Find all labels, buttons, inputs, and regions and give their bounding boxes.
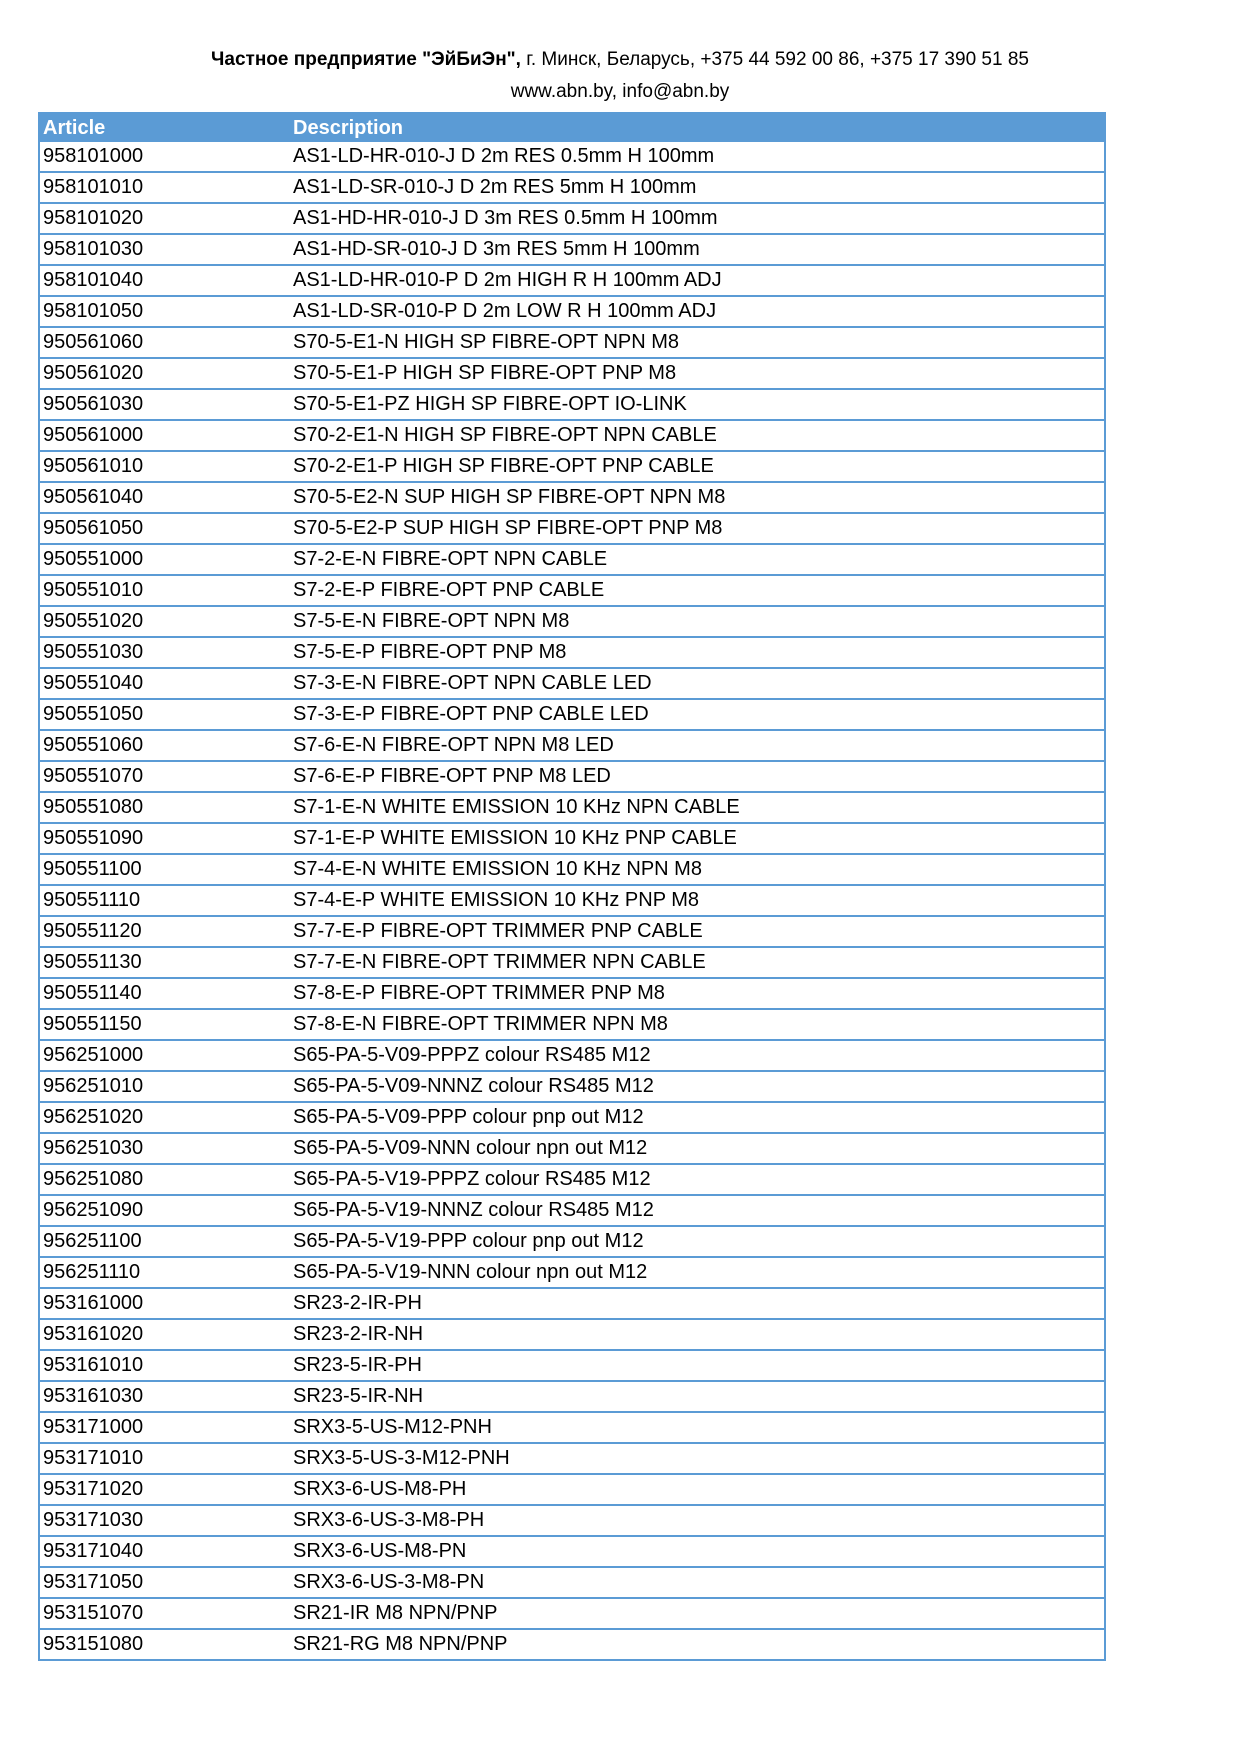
table-row <box>39 916 1105 947</box>
table-row <box>39 1319 1105 1350</box>
description-cell: SRX3-6-US-M8-PN <box>289 1536 1105 1567</box>
description-cell: S7-2-E-N FIBRE-OPT NPN CABLE <box>289 544 1105 575</box>
article-cell: 950551140 <box>39 978 289 1009</box>
description-cell: S7-4-E-N WHITE EMISSION 10 KHz NPN M8 <box>289 854 1105 885</box>
article-cell: 956251080 <box>39 1164 289 1195</box>
description-cell: S70-2-E1-P HIGH SP FIBRE-OPT PNP CABLE <box>289 451 1105 482</box>
description-cell: S7-6-E-P FIBRE-OPT PNP M8 LED <box>289 761 1105 792</box>
table-row <box>39 668 1105 699</box>
table-row <box>39 1288 1105 1319</box>
description-cell: S7-4-E-P WHITE EMISSION 10 KHz PNP M8 <box>289 885 1105 916</box>
article-cell: 950551040 <box>39 668 289 699</box>
description-cell: SR23-5-IR-PH <box>289 1350 1105 1381</box>
table-row <box>39 1071 1105 1102</box>
article-cell: 958101010 <box>39 172 289 203</box>
article-cell: 956251100 <box>39 1226 289 1257</box>
table-row <box>39 234 1105 265</box>
table-row <box>39 1536 1105 1567</box>
company-contacts: г. Минск, Беларусь, +375 44 592 00 86, +375 17 390 51 85 <box>520 49 1029 70</box>
column-header-description: Description <box>289 113 1105 142</box>
article-cell: 950551150 <box>39 1009 289 1040</box>
table-row <box>39 947 1105 978</box>
description-cell: SR21-IR M8 NPN/PNP <box>289 1598 1105 1629</box>
description-cell: AS1-LD-SR-010-J D 2m RES 5mm H 100mm <box>289 172 1105 203</box>
description-cell: S65-PA-5-V09-NNNZ colour RS485 M12 <box>289 1071 1105 1102</box>
article-cell: 950561030 <box>39 389 289 420</box>
description-cell: S70-5-E1-N HIGH SP FIBRE-OPT NPN M8 <box>289 327 1105 358</box>
description-cell: AS1-LD-HR-010-J D 2m RES 0.5mm H 100mm <box>289 142 1105 172</box>
description-cell: S65-PA-5-V09-PPPZ colour RS485 M12 <box>289 1040 1105 1071</box>
table-row <box>39 513 1105 544</box>
description-cell: S70-5-E1-P HIGH SP FIBRE-OPT PNP M8 <box>289 358 1105 389</box>
article-cell: 958101000 <box>39 142 289 172</box>
article-cell: 953151070 <box>39 1598 289 1629</box>
article-cell: 958101020 <box>39 203 289 234</box>
description-cell: S70-2-E1-N HIGH SP FIBRE-OPT NPN CABLE <box>289 420 1105 451</box>
description-cell: SRX3-5-US-M12-PNH <box>289 1412 1105 1443</box>
description-cell: S7-2-E-P FIBRE-OPT PNP CABLE <box>289 575 1105 606</box>
table-body <box>39 142 1105 1660</box>
table-row <box>39 730 1105 761</box>
table-row <box>39 792 1105 823</box>
article-cell: 953161030 <box>39 1381 289 1412</box>
article-cell: 950561050 <box>39 513 289 544</box>
table-row <box>39 885 1105 916</box>
article-cell: 953171020 <box>39 1474 289 1505</box>
table-row <box>39 1381 1105 1412</box>
table-row <box>39 265 1105 296</box>
description-cell: SR23-2-IR-PH <box>289 1288 1105 1319</box>
product-table <box>38 112 1106 1661</box>
description-cell: S65-PA-5-V19-NNNZ colour RS485 M12 <box>289 1195 1105 1226</box>
page-header <box>0 44 1240 108</box>
article-cell: 950551120 <box>39 916 289 947</box>
article-cell: 953161000 <box>39 1288 289 1319</box>
description-cell: S7-7-E-N FIBRE-OPT TRIMMER NPN CABLE <box>289 947 1105 978</box>
article-cell: 950561060 <box>39 327 289 358</box>
table-row <box>39 544 1105 575</box>
table-row <box>39 1567 1105 1598</box>
table-row <box>39 1102 1105 1133</box>
article-cell: 950551030 <box>39 637 289 668</box>
article-cell: 953171030 <box>39 1505 289 1536</box>
description-cell: S65-PA-5-V09-PPP colour pnp out M12 <box>289 1102 1105 1133</box>
article-cell: 953171040 <box>39 1536 289 1567</box>
table-row <box>39 1412 1105 1443</box>
article-cell: 950551090 <box>39 823 289 854</box>
description-cell: AS1-LD-SR-010-P D 2m LOW R H 100mm ADJ <box>289 296 1105 327</box>
description-cell: S7-1-E-P WHITE EMISSION 10 KHz PNP CABLE <box>289 823 1105 854</box>
article-cell: 950551100 <box>39 854 289 885</box>
description-cell: S65-PA-5-V09-NNN colour npn out M12 <box>289 1133 1105 1164</box>
company-name: Частное предприятие "ЭйБиЭн", <box>211 49 521 70</box>
description-cell: S65-PA-5-V19-NNN colour npn out M12 <box>289 1257 1105 1288</box>
table-row <box>39 420 1105 451</box>
description-cell: S70-5-E1-PZ HIGH SP FIBRE-OPT IO-LINK <box>289 389 1105 420</box>
table-row <box>39 1598 1105 1629</box>
table-row <box>39 1474 1105 1505</box>
article-cell: 950551070 <box>39 761 289 792</box>
description-cell: AS1-HD-SR-010-J D 3m RES 5mm H 100mm <box>289 234 1105 265</box>
table-row <box>39 1443 1105 1474</box>
table-row <box>39 823 1105 854</box>
article-cell: 956251090 <box>39 1195 289 1226</box>
article-cell: 950551000 <box>39 544 289 575</box>
article-cell: 950551020 <box>39 606 289 637</box>
table-row <box>39 389 1105 420</box>
table-row <box>39 358 1105 389</box>
description-cell: S7-3-E-N FIBRE-OPT NPN CABLE LED <box>289 668 1105 699</box>
article-cell: 950551050 <box>39 699 289 730</box>
description-cell: SRX3-5-US-3-M12-PNH <box>289 1443 1105 1474</box>
article-cell: 950551130 <box>39 947 289 978</box>
article-cell: 958101050 <box>39 296 289 327</box>
description-cell: S70-5-E2-N SUP HIGH SP FIBRE-OPT NPN M8 <box>289 482 1105 513</box>
table-row <box>39 1257 1105 1288</box>
table-row <box>39 1040 1105 1071</box>
table-row <box>39 203 1105 234</box>
article-cell: 953171010 <box>39 1443 289 1474</box>
article-cell: 956251000 <box>39 1040 289 1071</box>
table-row <box>39 1226 1105 1257</box>
description-cell: SR23-5-IR-NH <box>289 1381 1105 1412</box>
description-cell: SRX3-6-US-M8-PH <box>289 1474 1105 1505</box>
description-cell: S7-1-E-N WHITE EMISSION 10 KHz NPN CABLE <box>289 792 1105 823</box>
description-cell: S7-5-E-P FIBRE-OPT PNP M8 <box>289 637 1105 668</box>
description-cell: SRX3-6-US-3-M8-PH <box>289 1505 1105 1536</box>
table-row <box>39 575 1105 606</box>
article-cell: 950561010 <box>39 451 289 482</box>
table-row <box>39 699 1105 730</box>
table-row <box>39 978 1105 1009</box>
company-contacts-line <box>0 44 1240 76</box>
description-cell: S7-5-E-N FIBRE-OPT NPN M8 <box>289 606 1105 637</box>
article-cell: 956251010 <box>39 1071 289 1102</box>
description-cell: SR21-RG M8 NPN/PNP <box>289 1629 1105 1660</box>
table-row <box>39 1164 1105 1195</box>
description-cell: S7-7-E-P FIBRE-OPT TRIMMER PNP CABLE <box>289 916 1105 947</box>
description-cell: S65-PA-5-V19-PPPZ colour RS485 M12 <box>289 1164 1105 1195</box>
table-row <box>39 606 1105 637</box>
table-row <box>39 1505 1105 1536</box>
table-row <box>39 296 1105 327</box>
article-cell: 953161010 <box>39 1350 289 1381</box>
article-cell: 950551010 <box>39 575 289 606</box>
description-cell: S7-6-E-N FIBRE-OPT NPN M8 LED <box>289 730 1105 761</box>
description-cell: SR23-2-IR-NH <box>289 1319 1105 1350</box>
table-row <box>39 854 1105 885</box>
table-row <box>39 172 1105 203</box>
table-row <box>39 1009 1105 1040</box>
article-cell: 953171050 <box>39 1567 289 1598</box>
description-cell: SRX3-6-US-3-M8-PN <box>289 1567 1105 1598</box>
table-row <box>39 142 1105 172</box>
article-cell: 950561020 <box>39 358 289 389</box>
article-cell: 950551080 <box>39 792 289 823</box>
description-cell: S7-8-E-P FIBRE-OPT TRIMMER PNP M8 <box>289 978 1105 1009</box>
article-cell: 958101040 <box>39 265 289 296</box>
article-cell: 953161020 <box>39 1319 289 1350</box>
description-cell: S7-8-E-N FIBRE-OPT TRIMMER NPN M8 <box>289 1009 1105 1040</box>
article-cell: 958101030 <box>39 234 289 265</box>
table-header-row <box>39 113 1105 142</box>
article-cell: 950561040 <box>39 482 289 513</box>
article-cell: 950561000 <box>39 420 289 451</box>
article-cell: 956251030 <box>39 1133 289 1164</box>
table-row <box>39 482 1105 513</box>
table-row <box>39 1195 1105 1226</box>
article-cell: 953171000 <box>39 1412 289 1443</box>
table-row <box>39 327 1105 358</box>
article-cell: 950551060 <box>39 730 289 761</box>
description-cell: AS1-HD-HR-010-J D 3m RES 0.5mm H 100mm <box>289 203 1105 234</box>
table-row <box>39 1350 1105 1381</box>
article-cell: 956251110 <box>39 1257 289 1288</box>
description-cell: S7-3-E-P FIBRE-OPT PNP CABLE LED <box>289 699 1105 730</box>
table-row <box>39 1629 1105 1660</box>
table-row <box>39 761 1105 792</box>
description-cell: AS1-LD-HR-010-P D 2m HIGH R H 100mm ADJ <box>289 265 1105 296</box>
table-row <box>39 451 1105 482</box>
article-cell: 953151080 <box>39 1629 289 1660</box>
company-web-line: www.abn.by, info@abn.by <box>510 81 730 102</box>
table-row <box>39 1133 1105 1164</box>
article-cell: 956251020 <box>39 1102 289 1133</box>
table-row <box>39 637 1105 668</box>
description-cell: S70-5-E2-P SUP HIGH SP FIBRE-OPT PNP M8 <box>289 513 1105 544</box>
column-header-article: Article <box>39 113 289 142</box>
description-cell: S65-PA-5-V19-PPP colour pnp out M12 <box>289 1226 1105 1257</box>
article-cell: 950551110 <box>39 885 289 916</box>
